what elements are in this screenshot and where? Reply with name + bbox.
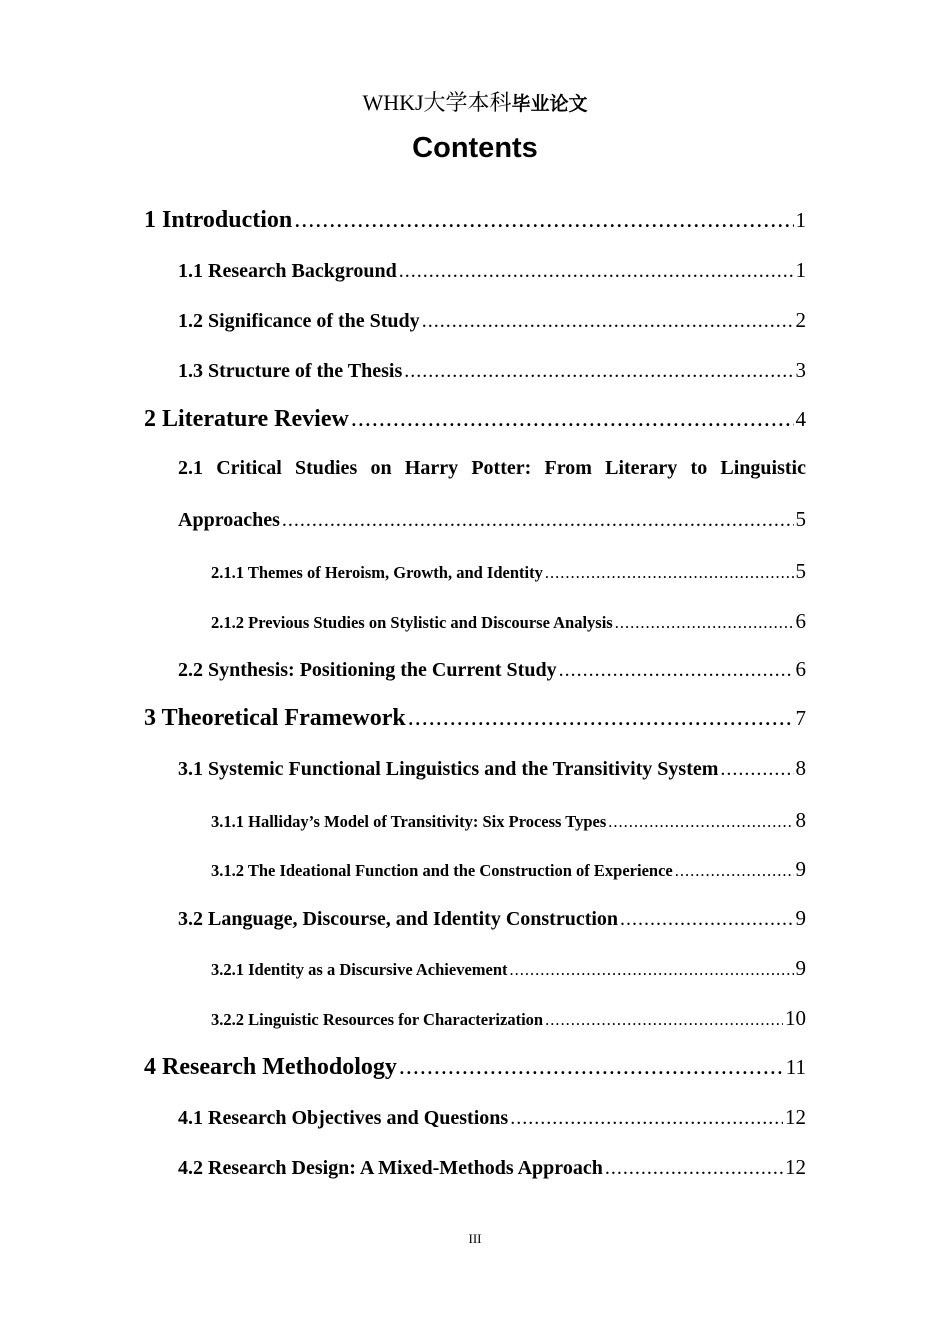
toc-label: 2 Literature Review: [144, 406, 349, 432]
toc-page: 12: [785, 1155, 806, 1179]
toc-label: 2.1.1 Themes of Heroism, Growth, and Identity: [211, 563, 543, 582]
page-title: Contents: [412, 132, 538, 164]
toc-page: 7: [795, 706, 806, 730]
toc-entry[interactable]: [144, 1054, 806, 1081]
toc-leader: [720, 758, 793, 781]
toc-page: 12: [785, 1105, 806, 1129]
toc-entry[interactable]: [178, 657, 806, 682]
toc-label: 1.1 Research Background: [178, 260, 397, 282]
toc-leader: [399, 260, 794, 283]
toc-page: 10: [785, 1006, 806, 1030]
toc-label: 1 Introduction: [144, 207, 293, 233]
toc-entry[interactable]: [211, 1006, 806, 1031]
toc-entry[interactable]: [211, 956, 806, 981]
toc-entry[interactable]: [144, 705, 806, 732]
toc-leader: [351, 406, 794, 433]
toc-label: Approaches: [178, 509, 280, 531]
toc-label: 3.2.2 Linguistic Resources for Characterization: [211, 1010, 544, 1029]
toc-label: 3.1.2 The Ideational Function and the Construction of Experience: [211, 861, 673, 880]
toc-leader: [404, 360, 793, 383]
toc-entry[interactable]: [178, 258, 806, 283]
toc-label: 2.2 Synthesis: Positioning the Current Study: [178, 659, 557, 681]
toc-page: 8: [795, 756, 806, 780]
toc-entry-wrapped-line[interactable]: 2.1 Critical Studies on Harry Potter: From Literary to Linguistic: [178, 457, 806, 479]
toc-entry[interactable]: [178, 507, 806, 532]
toc-entry[interactable]: [178, 1155, 806, 1180]
toc-entry[interactable]: [144, 406, 806, 433]
toc-leader: [605, 1157, 783, 1180]
toc-label: 3 Theoretical Framework: [144, 705, 406, 731]
toc-leader: [510, 1107, 783, 1130]
toc-page: 1: [795, 258, 806, 282]
toc-page: 5: [795, 507, 806, 531]
toc-label: 4.1 Research Objectives and Questions: [178, 1107, 509, 1129]
toc-label: 2.1.2 Previous Studies on Stylistic and Discourse Analysis: [211, 613, 613, 632]
toc-entry[interactable]: [211, 609, 806, 634]
toc-label: 4 Research Methodology: [144, 1054, 397, 1080]
toc-leader: [615, 613, 794, 633]
toc-leader: [282, 509, 794, 532]
toc-entry[interactable]: [178, 1105, 806, 1130]
toc-leader: [545, 563, 794, 583]
toc-page: 6: [795, 609, 806, 633]
page-number: III: [468, 1231, 482, 1246]
toc-page: 3: [795, 358, 806, 382]
toc-label: 1.3 Structure of the Thesis: [178, 360, 403, 382]
toc-label: 1.2 Significance of the Study: [178, 310, 420, 332]
toc-page: 2: [795, 308, 806, 332]
toc-page: 9: [795, 906, 806, 930]
toc-leader: [294, 207, 793, 234]
toc-page: 1: [795, 208, 806, 232]
toc-leader: [620, 908, 793, 931]
toc-label: 3.2 Language, Discourse, and Identity Construction: [178, 908, 619, 930]
toc-page: 5: [795, 559, 806, 583]
toc-label: 3.2.1 Identity as a Discursive Achievement: [211, 960, 508, 979]
toc-leader: [559, 659, 794, 682]
toc-page: 8: [795, 808, 806, 832]
toc-page: 9: [795, 956, 806, 980]
toc-entry[interactable]: [178, 906, 806, 931]
toc-leader: [510, 960, 794, 980]
toc-page: 6: [795, 657, 806, 681]
toc-label: 4.2 Research Design: A Mixed-Methods Approach: [178, 1157, 603, 1179]
toc-entry[interactable]: [178, 358, 806, 383]
toc-entry[interactable]: [178, 756, 806, 781]
toc-leader: [422, 310, 794, 333]
toc-entry[interactable]: [211, 857, 806, 882]
header-school: WHKJ大学本科: [362, 90, 512, 115]
toc-label: 3.1.1 Halliday’s Model of Transitivity: Six Process Types: [211, 812, 607, 831]
toc-leader: [399, 1054, 784, 1081]
toc-page: 9: [795, 857, 806, 881]
toc-entry[interactable]: [211, 808, 806, 833]
toc-leader: [545, 1010, 783, 1030]
toc-leader: [608, 812, 793, 832]
toc-page: 11: [785, 1055, 806, 1079]
toc-label: 3.1 Systemic Functional Linguistics and the Transitivity System: [178, 758, 719, 780]
toc-leader: [675, 861, 794, 881]
toc-page: 4: [795, 407, 806, 431]
toc-entry[interactable]: [178, 308, 806, 333]
header-thesis-label: 毕业论文: [511, 94, 588, 115]
toc-entry[interactable]: [211, 559, 806, 584]
toc-leader: [408, 705, 794, 732]
toc-entry[interactable]: [144, 207, 806, 234]
